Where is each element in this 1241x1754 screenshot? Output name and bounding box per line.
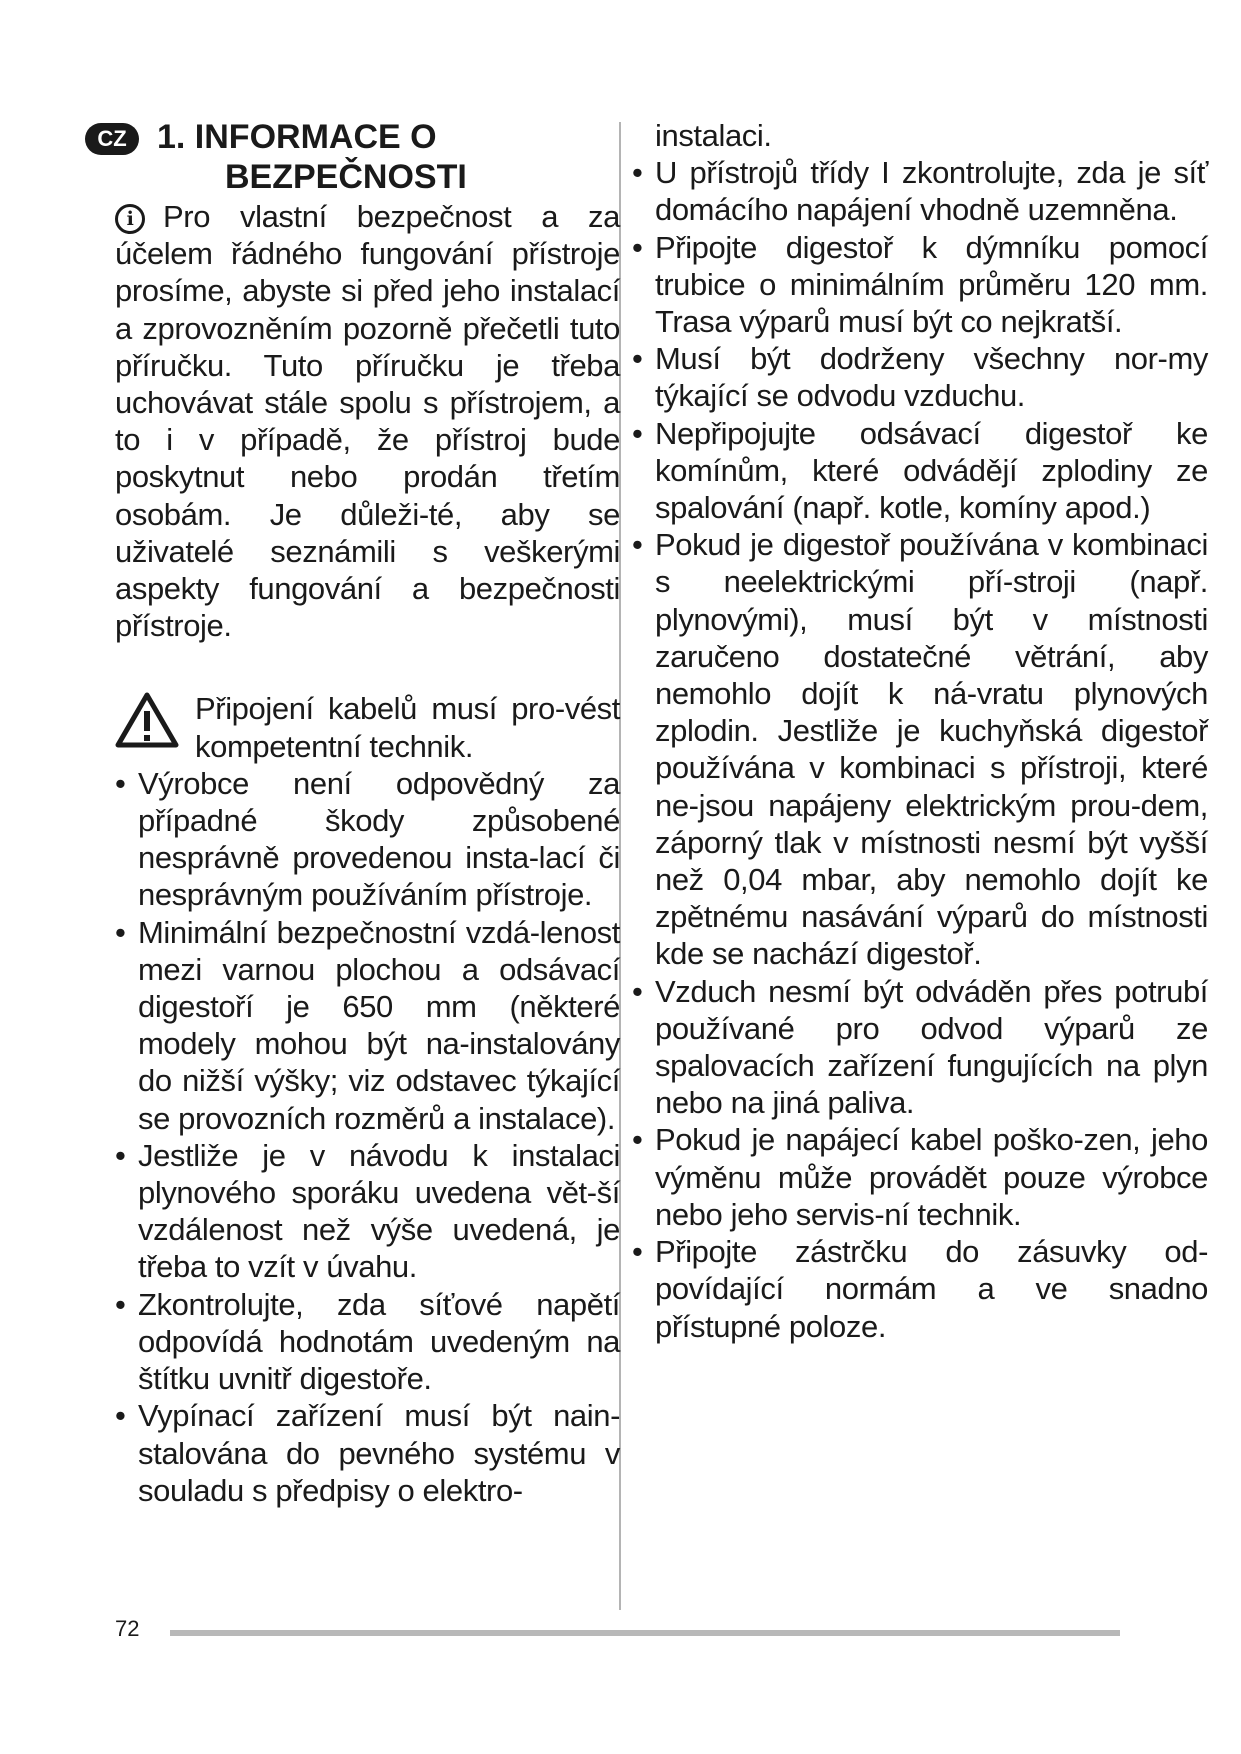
language-badge: CZ [85,123,139,155]
list-item [632,229,1208,341]
footer-rule [170,1630,1120,1636]
list-item [115,1286,620,1398]
list-item [632,154,1208,228]
list-item [632,1233,1208,1345]
list-item [115,1397,620,1509]
list-item-text: Nepřipojujte odsávací digestoř ke komínům, které odvádějí zplodiny ze spalování (např. kotle, komíny apod.) [655,415,1208,526]
right-column [632,117,1208,1345]
heading-line-2: BEZPEČNOSTI [225,158,467,196]
list-item [632,1121,1208,1233]
continuation-text: instalaci. [655,118,772,153]
list-item [115,765,620,914]
list-item [632,973,1208,1122]
left-bullet-list [115,765,620,1509]
list-item-text: Připojte zástrčku do zásuvky od-povídající normám a ve snadno přístupné poloze. [655,1234,1208,1344]
warning-triangle-icon [115,692,179,748]
list-item-text: Vypínací zařízení musí být nain-stalována do pevného systému v souladu s předpisy o elektro- [138,1398,620,1508]
page-number: 72 [115,1616,140,1641]
bullet-icon: • [115,914,126,950]
list-item [632,526,1208,972]
list-item-text: U přístrojů třídy I zkontrolujte, zda je síť domácího napájení vhodně uzemněna. [655,155,1208,228]
bullet-icon: • [115,1286,126,1322]
bullet-icon: • [115,765,126,801]
list-item-text: Musí být dodrženy všechny nor-my týkající se odvodu vzduchu. [655,341,1208,414]
bullet-icon: • [632,155,643,191]
list-item-text: Jestliže je v návodu k instalaci plynového sporáku uvedena vět-ší vzdálenost než výše uvedená, je třeba to vzít v úvahu. [138,1137,620,1285]
bullet-icon: • [632,415,643,451]
bullet-icon: • [632,1234,643,1270]
list-item [632,415,1208,527]
section-heading [97,117,620,197]
info-icon: i [115,204,145,234]
heading-line-1: 1. INFORMACE O [157,118,437,156]
list-item-text: Výrobce není odpovědný za případné škody způsobené nesprávně provedenou insta-lací či nesprávným používáním přístroje. [138,765,620,913]
intro-block [115,198,620,644]
bullet-icon: • [632,1122,643,1158]
list-item [115,1137,620,1286]
list-item-text: Připojte digestoř k dýmníku pomocí trubice o minimálním průměru 120 mm. Trasa výparů musí být co nejkratší. [655,229,1208,340]
list-item-text: Vzduch nesmí být odváděn přes potrubí používané pro odvod výparů ze spalovacích zařízení fungujících na plyn nebo na jiná paliva. [655,973,1208,1121]
list-item [632,340,1208,414]
bullet-icon: • [632,527,643,563]
intro-paragraph: Pro vlastní bezpečnost a za účelem řádného fungování přístroje prosíme, abyste si před jeho instalací a zprovozněním pozorně přečetli tuto příručku. Tuto příručku je třeba uchovávat stále spolu s přístrojem, a to i v případě, že přístroj bude poskytnut nebo prodán třetím osobám. Je důleži-té, aby se uživatelé seznámili s veškerými aspekty fungování a bezpečnosti přístroje. [115,199,620,644]
right-bullet-list [632,154,1208,1345]
list-item-text: Zkontrolujte, zda síťové napětí odpovídá hodnotám uvedeným na štítku uvnitř digestoře. [138,1286,620,1397]
bullet-icon: • [632,229,643,265]
list-item-text: Minimální bezpečnostní vzdá-lenost mezi varnou plochou a odsávací digestoří je 650 mm (některé modely mohou být na-instalovány do nižší výšky; viz odstavec týkající se provozních rozměrů a instalace). [138,914,620,1136]
left-column [97,117,620,1509]
warning-block [115,690,620,764]
warning-text: Připojení kabelů musí pro-vést kompetentní technik. [195,691,620,764]
list-item-text: Pokud je napájecí kabel poško-zen, jeho výměnu může provádět pouze výrobce nebo jeho servis-ní technik. [655,1122,1208,1232]
bullet-icon: • [632,973,643,1009]
bullet-icon: • [115,1398,126,1434]
list-item [115,914,620,1137]
bullet-icon: • [632,341,643,377]
bullet-icon: • [115,1137,126,1173]
list-item-text: Pokud je digestoř používána v kombinaci s neelektrickými pří-stroji (např. plynovými), musí být v místnosti zaručeno dostatečné větrání, aby nemohlo dojít k ná-vratu plynových zplodin. Jestliže je kuchyňská digestoř používána v kombinaci s přístroji, které ne-jsou napájeny elektrickým prou-dem, záporný tlak v místnosti nesmí být vyšší než 0,04 mbar, aby nemohlo dojít ke zpětnému nasávání výparů do místnosti kde se nachází digestoř. [655,527,1208,972]
